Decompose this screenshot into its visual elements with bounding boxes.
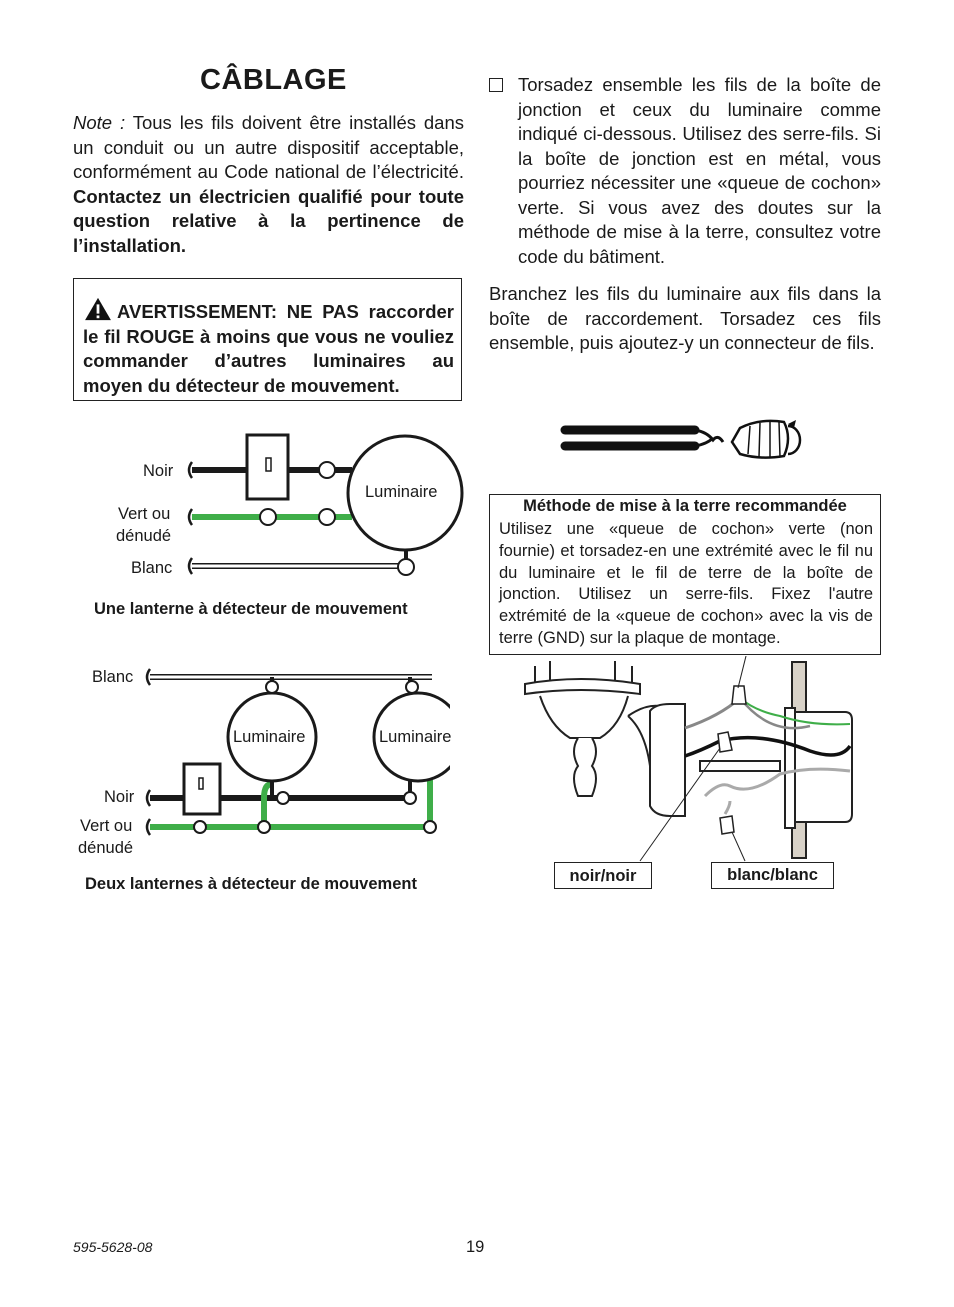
connection-node bbox=[406, 681, 418, 693]
connection-node bbox=[194, 821, 206, 833]
wire-end-icon bbox=[189, 509, 192, 525]
document-number: 595-5628-08 bbox=[73, 1239, 153, 1255]
diagram1-caption: Une lanterne à détecteur de mouvement bbox=[94, 600, 408, 618]
wire-nut-icon bbox=[732, 686, 746, 704]
page-number: 19 bbox=[466, 1238, 485, 1256]
note-bold-text: Contactez un électricien qualifié pour toute question relative à la pertinence de l’installation. bbox=[73, 185, 464, 256]
branch-paragraph: Branchez les fils du luminaire aux fils dans la boîte de raccordement. Torsadez ces fils ensemble, puis ajoutez-y un connecteur de fils. bbox=[489, 283, 881, 353]
label-vert-2: dénudé bbox=[78, 839, 134, 857]
wire-end-icon bbox=[189, 462, 192, 478]
wire-end-icon bbox=[147, 669, 150, 685]
wiring-diagram-two-lanterns bbox=[140, 660, 450, 840]
switch-toggle-icon bbox=[199, 778, 203, 789]
lantern-top bbox=[525, 679, 640, 694]
wiring-diagram-one-lantern bbox=[180, 428, 480, 588]
warning-box bbox=[73, 278, 462, 401]
label-luminaire: Luminaire bbox=[365, 483, 438, 501]
connection-node bbox=[319, 509, 335, 525]
label-noir: Noir bbox=[104, 788, 135, 806]
connection-node bbox=[258, 821, 270, 833]
warning-text: AVERTISSEMENT: NE PAS raccorder le fil ROUGE à moins que vous ne vouliez commander d’autres luminaires au moyen du détecteur de mouvement. bbox=[83, 301, 454, 396]
connection-node bbox=[404, 792, 416, 804]
grounding-title: Méthode de mise à la terre recommandée bbox=[523, 497, 847, 515]
label-vert-1: Vert ou bbox=[80, 817, 133, 835]
wire-end-icon bbox=[147, 790, 150, 806]
lantern-finial bbox=[574, 738, 596, 796]
checkbox-icon bbox=[489, 78, 503, 92]
step-text: Torsadez ensemble les fils de la boîte de jonction et ceux du luminaire comme indiqué ci-dessous. Utilisez des serre-fils. Si la boîte de jonction est en métal, vous pourriez nécessiter une «queue de cochon» verte. Si vous avez des doutes sur la méthode de mise à la terre, consultez votre code du bâtiment. bbox=[518, 74, 881, 267]
warning-paragraph bbox=[83, 297, 454, 398]
label-blanc: Blanc bbox=[131, 559, 173, 577]
mounting-bar bbox=[700, 761, 780, 771]
rotation-arrow-icon bbox=[788, 426, 800, 454]
connection-node bbox=[424, 821, 436, 833]
label-vert-2: dénudé bbox=[116, 527, 172, 545]
page-title: CÂBLAGE bbox=[200, 64, 347, 96]
tag-blanc-blanc: blanc/blanc bbox=[711, 862, 834, 889]
wire-nut-illustration bbox=[560, 410, 810, 470]
connection-node bbox=[277, 792, 289, 804]
backplate bbox=[650, 704, 685, 816]
note-text: Tous les fils doivent être installés dans un conduit ou un autre dispositif acceptable, conformément au Code national de l’électricité. bbox=[73, 112, 465, 182]
tag-noir-noir: noir/noir bbox=[554, 862, 652, 889]
label-noir: Noir bbox=[143, 462, 174, 480]
note-paragraph bbox=[73, 111, 464, 258]
step-item bbox=[489, 73, 881, 269]
diagram2-caption: Deux lanternes à détecteur de mouvement bbox=[85, 875, 417, 893]
label-luminaire-1: Luminaire bbox=[233, 728, 306, 746]
wire-end-icon bbox=[189, 558, 192, 574]
wire-nut-icon bbox=[720, 816, 734, 834]
connection-node bbox=[319, 462, 335, 478]
connection-node bbox=[260, 509, 276, 525]
label-blanc: Blanc bbox=[92, 668, 134, 686]
grounding-text: Utilisez une «queue de cochon» verte (non fournie) et torsadez-en une extrémité avec le fil nu du luminaire et le fil de terre de la boîte de jonction. Utilisez un serre-fils. Fixez l'autre extrémité de la «queue de cochon» avec la vis de terre (GND) sur la plaque de montage. bbox=[499, 520, 873, 647]
connection-node bbox=[398, 559, 414, 575]
switch-toggle-icon bbox=[266, 458, 271, 471]
label-luminaire-2: Luminaire bbox=[379, 728, 452, 746]
grounding-box bbox=[489, 494, 881, 655]
wire-end-icon bbox=[147, 819, 150, 835]
note-label: Note : bbox=[73, 112, 126, 133]
warning-triangle-icon bbox=[83, 297, 113, 321]
fixture-illustration bbox=[520, 656, 860, 866]
connection-node bbox=[266, 681, 278, 693]
label-vert-1: Vert ou bbox=[118, 505, 171, 523]
wire-nut-icon bbox=[718, 732, 732, 752]
lantern-bowl bbox=[540, 696, 628, 738]
